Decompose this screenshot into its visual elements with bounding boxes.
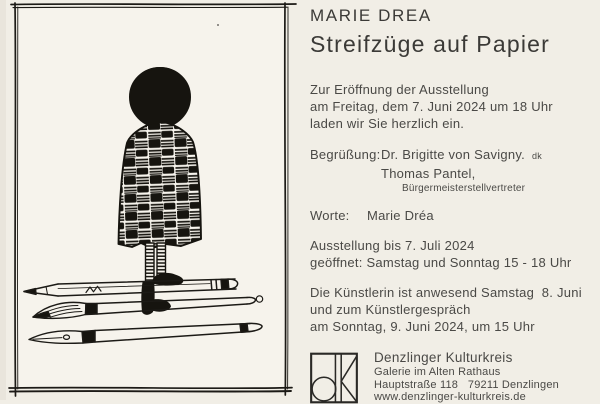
artist-name: MARIE DREA [310, 6, 432, 25]
artwork-panel [0, 0, 300, 400]
artist-presence-block [310, 284, 596, 335]
text-line: laden wir Sie herzlich ein. [310, 116, 465, 131]
text-line: Zur Eröffnung der Ausstellung [310, 82, 490, 97]
organizer-address [374, 350, 559, 404]
text-line: und zum Künstlergespräch [310, 302, 471, 317]
organization-name: Denzlinger Kulturkreis [374, 350, 513, 365]
ink-speck [217, 24, 219, 26]
text-panel [310, 0, 596, 403]
street-address: Hauptstraße 118 79211 Denzlingen [374, 378, 559, 391]
figure-illustration [0, 0, 300, 400]
text-line: geöffnet: Samstag und Sonntag 15 - 18 Uhr [310, 255, 572, 270]
greeting-label: Begrüßung: [310, 147, 381, 162]
exhibition-info-block [310, 237, 596, 271]
exhibition-title: Streifzüge auf Papier [310, 31, 550, 57]
greeting-block [310, 146, 596, 196]
words-label: Worte: [310, 208, 350, 223]
greeting-guest-secondary: Thomas Pantel, [381, 166, 476, 181]
figure-right-leg [157, 243, 166, 278]
greeting-guest-secondary-role: Bürgermeisterstellvertreter [402, 183, 526, 194]
greeting-guest-note: dk [532, 151, 542, 161]
website-url: www.denzlinger-kulturkreis.de [374, 391, 526, 403]
text-line: am Sonntag, 9. Juni 2024, um 15 Uhr [310, 319, 535, 334]
opening-invitation [310, 81, 596, 132]
figure-left-leg [146, 243, 155, 284]
text-line: Ausstellung bis 7. Juli 2024 [310, 238, 475, 253]
words-speaker: Marie Dréa [367, 208, 434, 223]
greeting-guest-primary: Dr. Brigitte von Savigny. [381, 147, 526, 162]
dk-monogram-icon [310, 352, 358, 404]
text-line: Die Künstlerin ist anwesend Samstag 8. Juni [310, 285, 582, 300]
text-line: am Freitag, dem 7. Juni 2024 um 18 Uhr [310, 99, 553, 114]
venue-name: Galerie im Alten Rathaus [374, 366, 501, 378]
organizer-footer [310, 350, 596, 404]
figure-cloak [119, 122, 202, 248]
words-block [310, 207, 596, 224]
